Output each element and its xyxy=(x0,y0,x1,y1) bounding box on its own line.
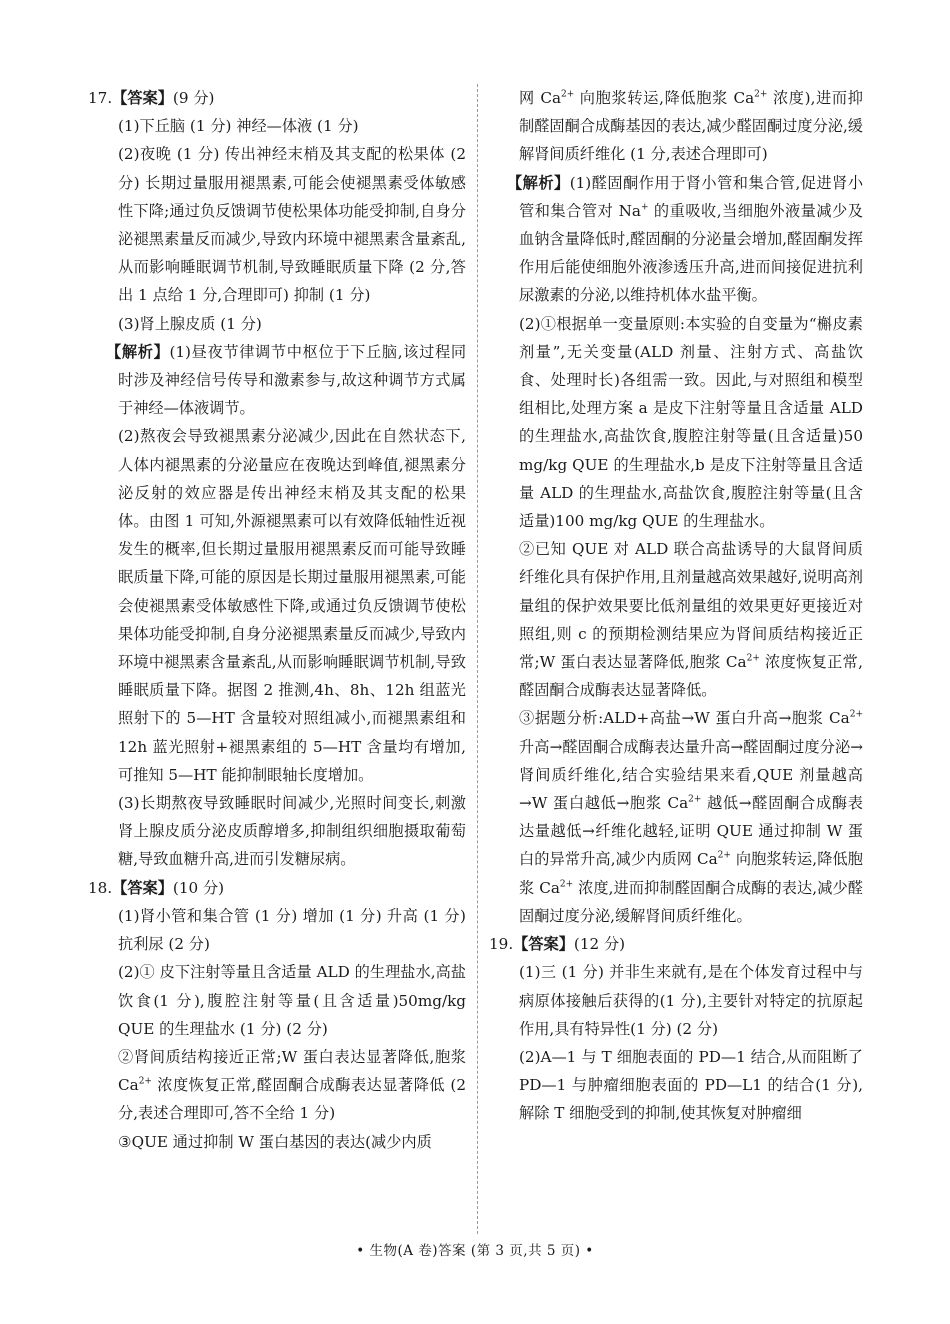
q18-analysis-4-text-b: 升高→醛固酮合成酶表达量升高→醛固酮过度分泌→肾间质纤维化,结合实验结果来看,QUE 剂量越高→W 蛋白越低→胞浆 Ca xyxy=(519,737,863,813)
q17-answer-2: (2)夜晚 (1 分) 传出神经末梢及其支配的松果体 (2 分) 长期过量服用褪黑素,可能会使褪黑素受体敏感性下降;通过负反馈调节使松果体功能受抑制,自身分泌褪黑素量反而减少,导致内环境中褪黑素含量紊乱,从而影响睡眠调节机制,导致睡眠质量下降 (2 分,答出 1 点给 1 分,合理即可) 抑制 (1 分) xyxy=(118,145,466,305)
q19-heading xyxy=(489,930,863,958)
q17-number: 17. xyxy=(88,89,113,107)
ca-superscript: 2+ xyxy=(138,1076,152,1087)
q18-answer-3-text-a: ②肾间质结构接近正常;W 蛋白表达显著降低,胞浆 Ca xyxy=(118,1047,466,1095)
q18-analysis-4 xyxy=(489,704,863,930)
page-footer: • 生物(A 卷)答案 (第 3 页,共 5 页) • xyxy=(356,1243,594,1259)
q17-analysis-2: (2)熬夜会导致褪黑素分泌减少,因此在自然状态下,人体内褪黑素的分泌量应在夜晚达到峰值,褪黑素分泌反射的效应器是传出神经末梢及其支配的松果体。由图 1 可知,外源褪黑素可以有效降低轴性近视发生的概率,但长期过量服用褪黑素反而可能导致睡眠质量下降,可能的原因是长期过量服用褪黑素,可能会使褪黑素受体敏感性下降,或通过负反馈调节使松果体功能受抑制,自身分泌褪黑素量反而减少,导致内环境中褪黑素含量紊乱,从而影响睡眠调节机制,导致睡眠质量下降。据图 2 推测,4h、8h、12h 组蓝光照射下的 5—HT 含量较对照组减小,而褪黑素组和 12h 蓝光照射+褪黑素组的 5—HT 含量均有增加,可推知 5—HT 能抑制眼轴长度增加。 xyxy=(118,427,466,784)
left-column xyxy=(88,84,466,1156)
q19-score: (12 分) xyxy=(573,935,626,954)
q18-answer-3 xyxy=(88,1043,466,1128)
q17-analysis-tag: 【解析】 xyxy=(106,342,170,361)
q18-analysis-4-text-c: 越低→醛固酮合成酶表达量越低→纤维化越轻,证明 QUE 通过抑制 W 蛋白的异常升高,减少内质网 Ca xyxy=(519,794,863,869)
q17-analysis-1 xyxy=(88,338,466,423)
q18-number: 18. xyxy=(88,878,113,897)
q18-analysis-3-text-a: ②已知 QUE 对 ALD 联合高盐诱导的大鼠肾间质纤维化具有保护作用,且剂量越高效果越好,说明高剂量组的保护效果要比低剂量组的效果更好更接近对照组,则 c 的预期检测结果应为肾间质结构接近正常;W 蛋白表达显著降低,胞浆 Ca xyxy=(519,540,863,672)
q18-answer-2: (2)① 皮下注射等量且含适量 ALD 的生理盐水,高盐饮食(1 分),腹腔注射等量(且含适量)50mg/kg QUE 的生理盐水 (1 分) (2 分) xyxy=(118,963,466,1038)
q18-analysis-tag: 【解析】 xyxy=(507,173,570,192)
q18-analysis-3 xyxy=(489,535,863,704)
q17-answer-3: (3)肾上腺皮质 (1 分) xyxy=(118,314,262,333)
q18-answer-3-text-b: 浓度恢复正常,醛固酮合成酶表达显著降低 (2 分,表述合理即可,答不全给 1 分) xyxy=(118,1076,466,1123)
q17-answer-tag: 【答案】 xyxy=(112,89,173,107)
q18-analysis-4-text-e: 浓度,进而抑制醛固酮合成酶的表达,减少醛固酮过度分泌,缓解肾间质纤维化。 xyxy=(519,878,863,925)
right-column xyxy=(489,84,863,1128)
ca-superscript: 2+ xyxy=(717,851,731,862)
q18-answer-4-cont-a: 网 Ca xyxy=(519,89,562,107)
ca-superscript: 2+ xyxy=(754,89,768,100)
q18-analysis-3-text-b: 浓度恢复正常,醛固酮合成酶表达显著降低。 xyxy=(519,653,863,700)
q18-analysis-4-text-d: 向胞浆转运,降低胞浆 Ca xyxy=(519,850,863,897)
q19-answer-1: (1)三 (1 分) 并非生来就有,是在个体发育过程中与病原体接触后获得的(1 分),主要针对特定的抗原起作用,具有特异性(1 分) (2 分) xyxy=(519,963,863,1038)
column-divider xyxy=(477,84,478,1234)
q18-analysis-1-text-b: 的重吸收,当细胞外液量减少及血钠含量降低时,醛固酮的分泌量会增加,醛固酮发挥作用后能使细胞外液渗透压升高,进而间接促进抗利尿激素的分泌,以维持机体水盐平衡。 xyxy=(519,201,863,305)
q18-analysis-1 xyxy=(489,169,863,310)
na-superscript: + xyxy=(640,202,649,213)
q18-analysis-2: (2)①根据单一变量原则:本实验的自变量为“槲皮素剂量”,无关变量(ALD 剂量、注射方式、高盐饮食、处理时长)各组需一致。因此,与对照组和模型组相比,处理方案 a 是皮下注射等量且含适量 ALD 的生理盐水,高盐饮食,腹腔注射等量(且含适量)50 mg/kg QUE 的生理盐水,b 是皮下注射等量且含适量 ALD 的生理盐水,高盐饮食,腹腔注射等量(且含适量)100 mg/kg QUE 的生理盐水。 xyxy=(519,314,863,531)
q18-score: (10 分) xyxy=(172,878,225,897)
q18-heading xyxy=(88,874,466,902)
ca-superscript: 2+ xyxy=(559,879,574,890)
q17-analysis-3: (3)长期熬夜导致睡眠时间减少,光照时间变长,刺激肾上腺皮质分泌皮质醇增多,抑制组织细胞摄取葡萄糖,导致血糖升高,进而引发糖尿病。 xyxy=(118,794,466,869)
q19-answer-2: (2)A—1 与 T 细胞表面的 PD—1 结合,从而阻断了 PD—1 与肿瘤细胞表面的 PD—L1 的结合(1 分),解除 T 细胞受到的抑制,使其恢复对肿瘤细 xyxy=(519,1047,863,1123)
q17-answer-1: (1)下丘脑 (1 分) 神经—体液 (1 分) xyxy=(118,117,359,136)
q18-answer-tag: 【答案】 xyxy=(112,878,173,897)
ca-superscript: 2+ xyxy=(688,794,702,805)
q18-answer-4-cont xyxy=(489,84,863,169)
q17-analysis-1-text: (1)昼夜节律调节中枢位于下丘脑,该过程同时涉及神经信号传导和激素参与,故这种调节方式属于神经—体液调节。 xyxy=(118,342,467,418)
q19-number: 19. xyxy=(489,935,514,954)
q18-answer-4-cont-c: 浓度),进而抑制醛固酮合成酶基因的表达,减少醛固酮过度分泌,缓解肾间质纤维化 (1 分,表述合理即可) xyxy=(519,89,863,164)
q19-answer-tag: 【答案】 xyxy=(513,935,574,954)
q18-analysis-1-text-a: (1)醛固酮作用于肾小管和集合管,促进肾小管和集合管对 Na xyxy=(519,173,864,220)
q18-answer-4-cont-b: 向胞浆转运,降低胞浆 Ca xyxy=(574,89,755,107)
ca-superscript: 2+ xyxy=(746,653,760,664)
ca-superscript: 2+ xyxy=(849,710,863,721)
q18-analysis-4-text-a: ③据题分析:ALD+高盐→W 蛋白升高→胞浆 Ca xyxy=(519,709,850,728)
q17-heading xyxy=(88,84,466,112)
q18-answer-1: (1)肾小管和集合管 (1 分) 增加 (1 分) 升高 (1 分) 抗利尿 (2 分) xyxy=(118,906,466,954)
q17-score: (9 分) xyxy=(172,89,215,107)
ca-superscript: 2+ xyxy=(561,89,575,100)
q18-answer-4: ③QUE 通过抑制 W 蛋白基因的表达(减少内质 xyxy=(118,1132,432,1151)
